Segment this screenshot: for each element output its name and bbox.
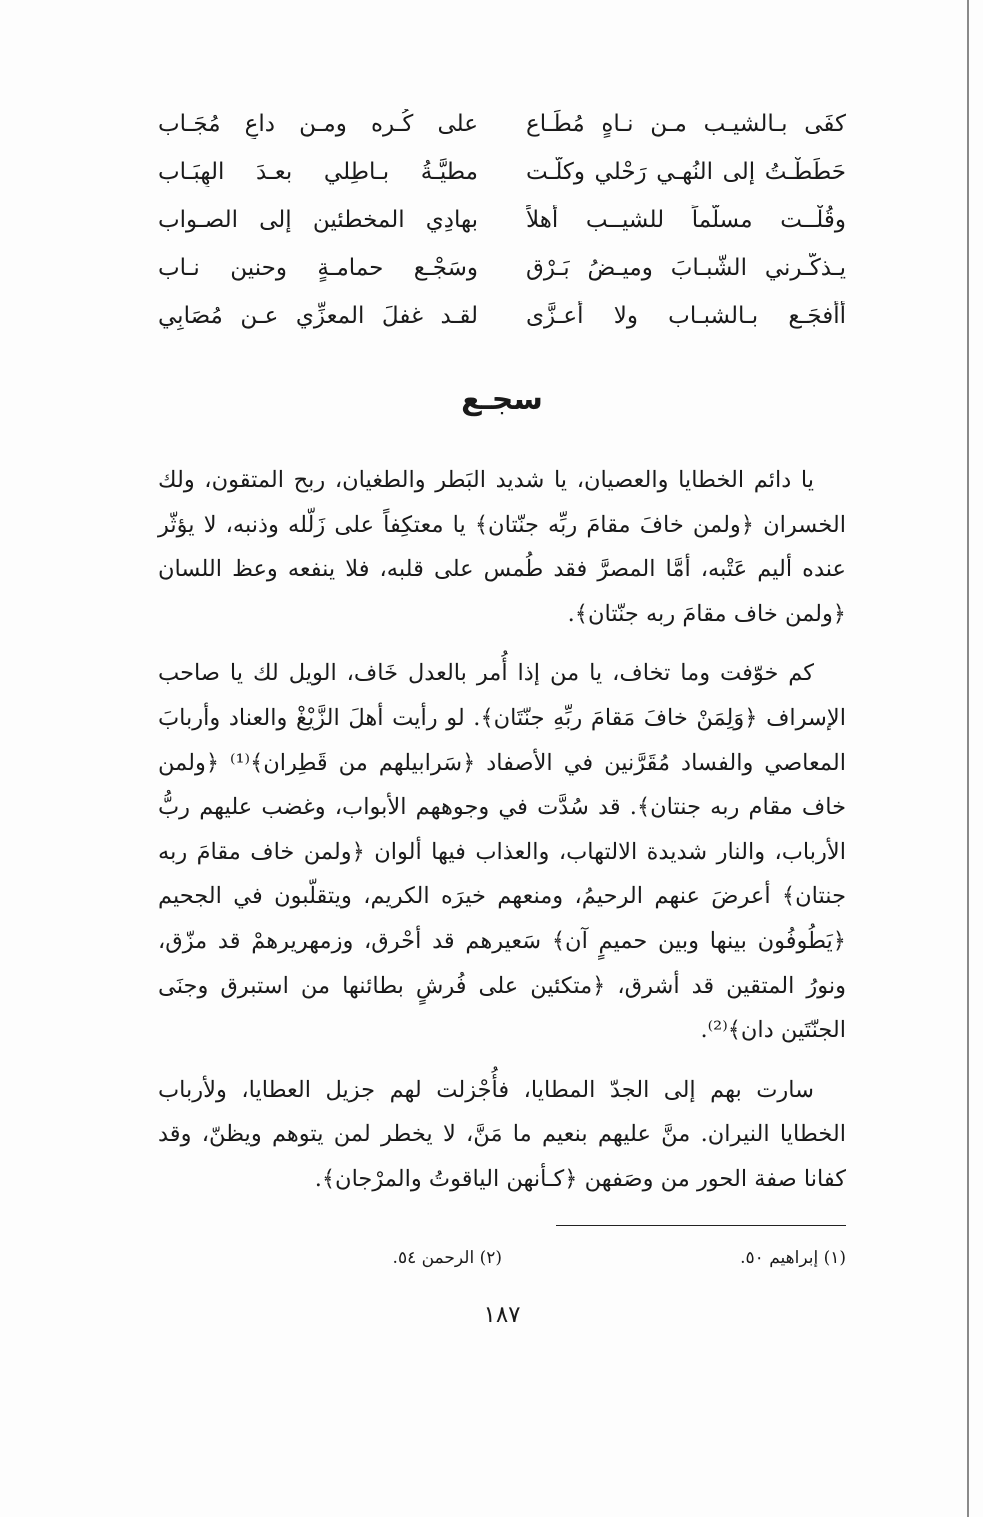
verse-second-hemistich: لقـد غفلَ المعزِّي عـن مُصَابِي bbox=[158, 303, 478, 329]
book-page bbox=[158, 100, 846, 1330]
verse-first-hemistich: وقُلْــت مسلّماً للشيــب أهلاً bbox=[526, 207, 846, 233]
footnote: (١) إبراهيم ٥٠. bbox=[740, 1248, 846, 1268]
verse-second-hemistich: مطيَّـةُ بـاطِلي بعـدَ الهِبَـاب bbox=[158, 159, 478, 185]
verse-first-hemistich: أأفجَـع بـالشبـاب ولا أُعـزَّى bbox=[526, 303, 846, 329]
footnotes bbox=[158, 1246, 846, 1270]
poem bbox=[158, 100, 846, 340]
verse-first-hemistich: حَطَطْـتُ إلى النُهـي رَحْلي وكلّـت bbox=[526, 159, 846, 185]
verse-second-hemistich: بهادِي المخطئين إلى الصـواب bbox=[158, 207, 478, 233]
footnote: (٢) الرحمن ٥٤. bbox=[392, 1248, 502, 1268]
verse-first-hemistich: يـذكّـرني الشّبـابَ وميـضُ بَـرْق bbox=[526, 255, 846, 281]
paragraph: كم خوّفت وما تخاف، يا من إذا أُمر بالعدل خَاف، الويل لك يا صاحب الإسراف ﴿وَلِمَنْ خافَ مَقامَ ربِّهِ جنّتَان﴾. لو رأيت أهلَ الزَّيْغْ والعناد وأربابَ المعاصي والفساد مُقَرَّنين في الأصفاد ﴿سَرابيلهم من قَطِران﴾⁽¹⁾ ﴿ولمن خاف مقام ربه جنتان﴾. قد سُدَّت في وجوههم الأبواب، وغضب عليهم ربُّ الأرباب، والنار شديدة الالتهاب، والعذاب فيها ألوان ﴿ولمن خاف مقامَ ربه جنتان﴾ أعرضَ عنهم الرحيمُ، ومنعهم خيرَه الكريم، ويتقلّبون في الجحيم ﴿يَطُوفُون بينها وبين حميمٍ آن﴾ سَعيرهم قد أحْرق، وزمهريرهمْ قد مزّق، ونورُ المتقين قد أشرق، ﴿متكئين على فُرشٍ بطائنها من استبرق وجنَى الجنّتَين دان﴾⁽²⁾. bbox=[158, 660, 846, 1044]
page-edge-line bbox=[967, 0, 969, 1517]
paragraph: يا دائم الخطايا والعصيان، يا شديد البَطر والطغيان، ربح المتقون، ولك الخسران ﴿ولمن خافَ مقامَ ربِّه جنّتان﴾ يا معتكِفاً على زَلّله وذنبه، لا يؤثّر عنده أليم عَتْبه، أمَّا المصرَّ فقد طُمس على قلبه، فلا ينفعه وعظ اللسان ﴿ولمن خاف مقامَ ربه جنّتان﴾. bbox=[158, 467, 846, 627]
poem-verse bbox=[158, 196, 846, 244]
verse-second-hemistich: وسَجْـع حمامـةٍ وحنين نـاب bbox=[158, 255, 478, 281]
verse-second-hemistich: على كُـره ومـن داعٍ مُجَـاب bbox=[158, 111, 478, 137]
verse-first-hemistich: كفَى بـالشيـب مـن نـاهٍ مُطَـاع bbox=[526, 111, 846, 137]
section-title: سجـع bbox=[461, 382, 543, 417]
poem-verse bbox=[158, 100, 846, 148]
footnote-divider bbox=[556, 1225, 846, 1227]
poem-verse bbox=[158, 244, 846, 292]
paragraph: سارت بهم إلى الجدّ المطايا، فأُجْزلت لهم جزيل العطايا، ولأرباب الخطايا النيران. منَّ عليهم بنعيم ما مَنَّ، لا يخطر لمن يتوهم ويظنّ، وقد كفانا صفة الحور من وصَفهن ﴿كـأنهن الياقوتُ والمرْجان﴾. bbox=[158, 1076, 846, 1192]
page-number: ١٨٧ bbox=[483, 1302, 521, 1328]
poem-verse bbox=[158, 148, 846, 196]
poem-verse bbox=[158, 292, 846, 340]
